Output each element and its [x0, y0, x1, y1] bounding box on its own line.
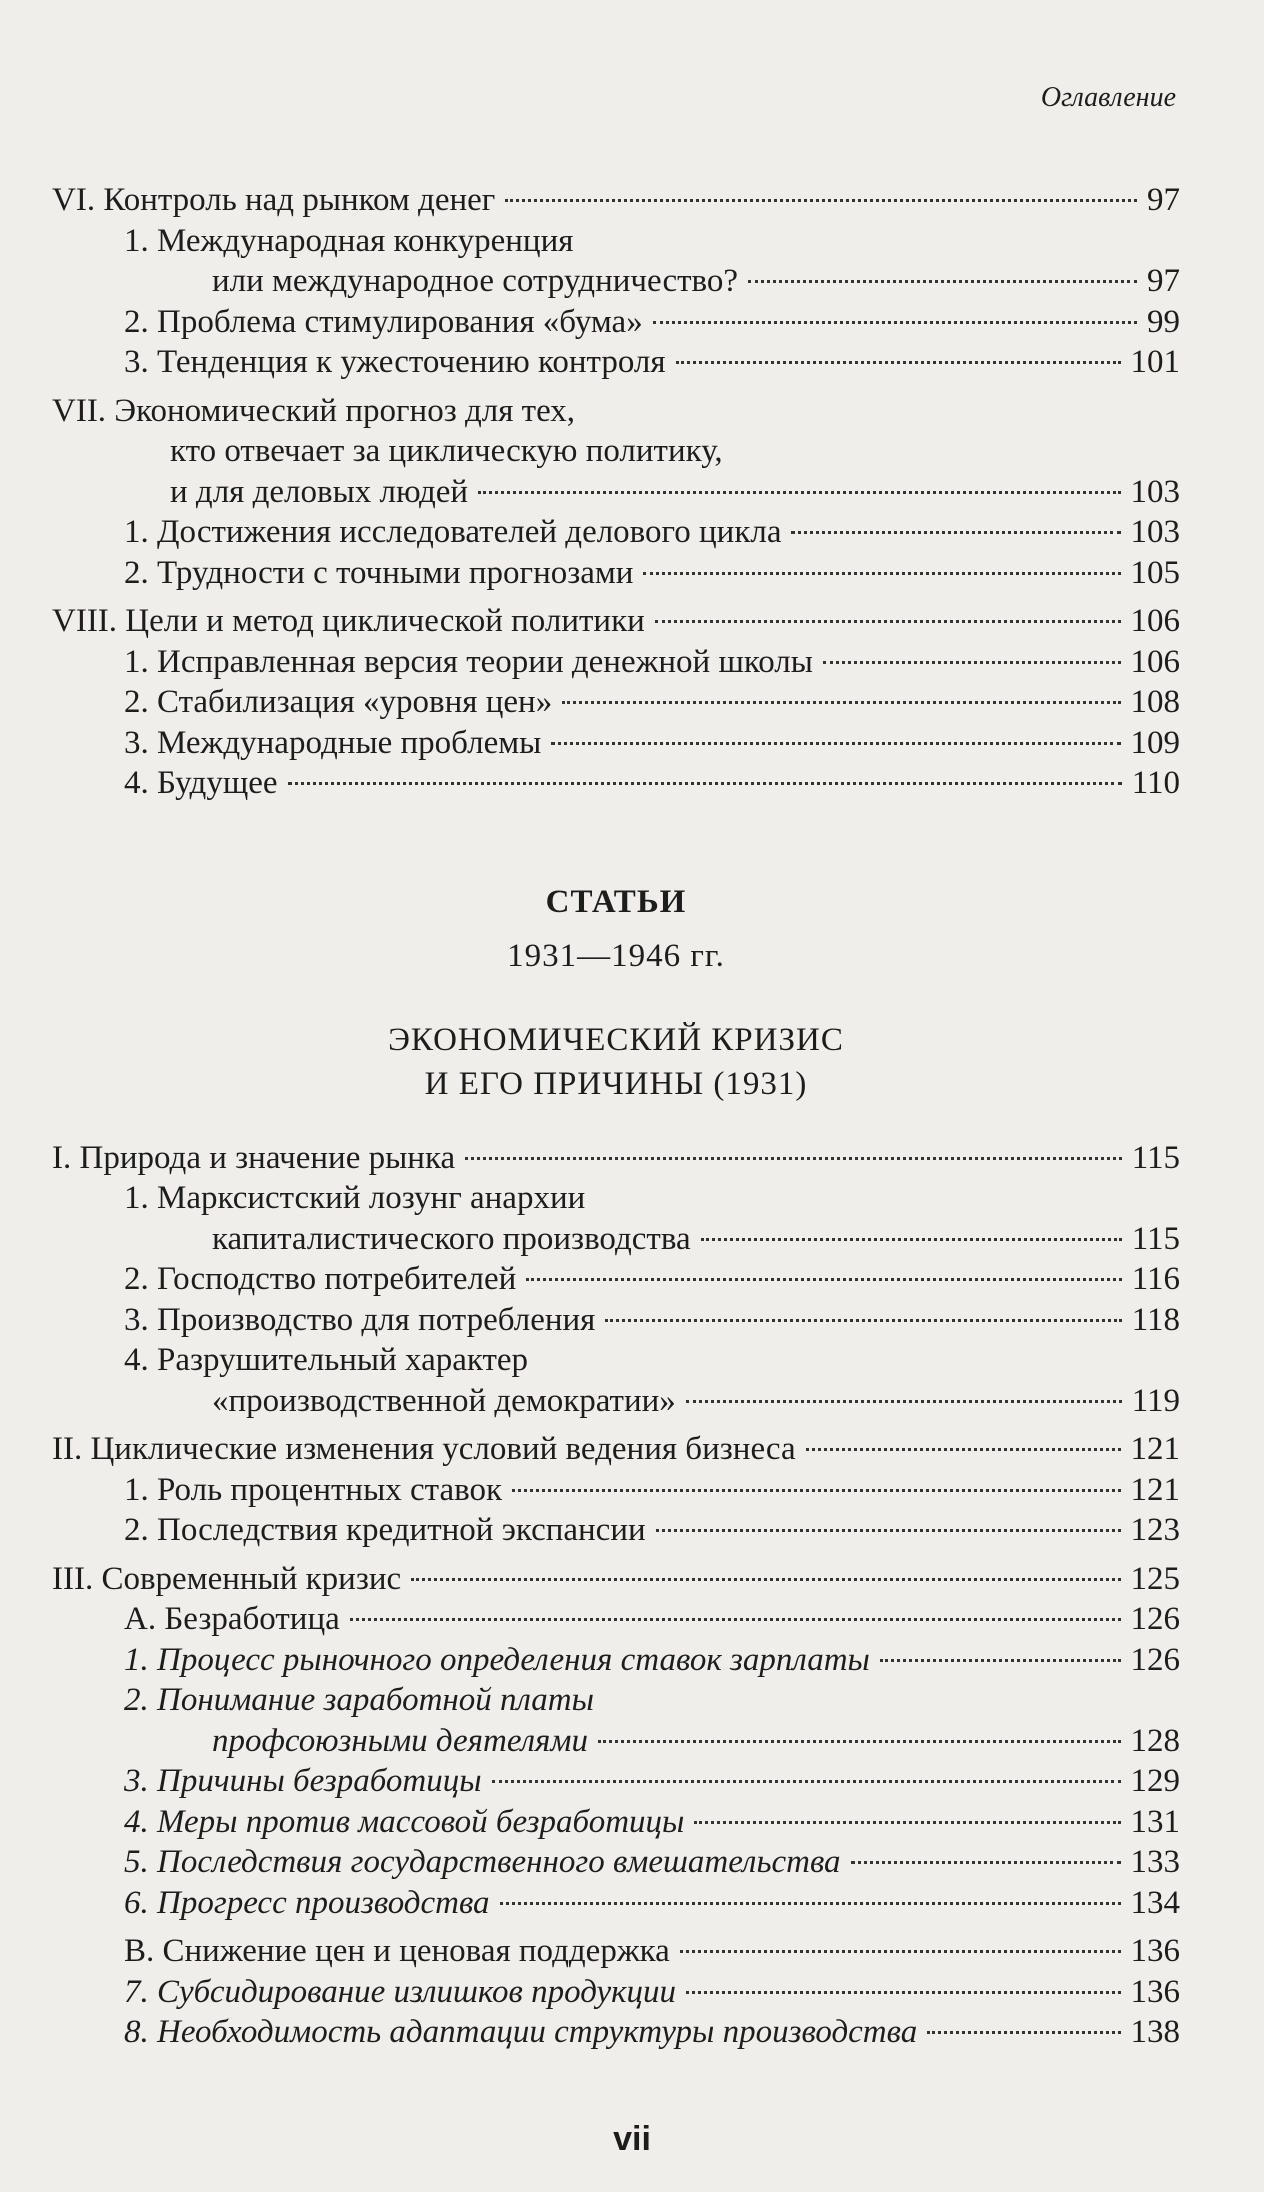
dot-leader: [694, 1821, 1120, 1824]
toc-entry-title: или международное сотрудничество?: [212, 263, 739, 299]
toc-entry-title: VI. Контроль над рынком денег: [52, 182, 496, 218]
toc-entry-title: капиталистического производства: [212, 1220, 691, 1257]
toc-entry-page: 123: [1130, 1512, 1180, 1548]
toc-entry-page: 128: [1130, 1722, 1180, 1759]
toc-entry-page: 106: [1130, 643, 1180, 680]
toc-entry-page: 138: [1130, 2014, 1180, 2050]
toc-entry-page: 119: [1131, 1382, 1180, 1419]
toc-entry-page: 126: [1130, 1641, 1180, 1678]
dot-leader: [656, 1529, 1121, 1532]
dot-leader: [823, 661, 1121, 664]
toc-block-1: [52, 180, 1180, 804]
toc-entry-title: 8. Необходимость адаптации структуры производства: [124, 2014, 918, 2050]
dot-leader: [880, 1659, 1121, 1662]
toc-entry-title: 1. Роль процентных ставок: [124, 1471, 503, 1508]
toc-entry-title: VII. Экономический прогноз для тех,: [52, 392, 576, 429]
toc-entry: [52, 180, 1180, 221]
toc-entry-page: 115: [1131, 1220, 1180, 1257]
table-of-contents: [52, 180, 1180, 2053]
toc-entry-title: «производственной демократии»: [212, 1382, 676, 1419]
toc-entry: [52, 1972, 1180, 2013]
toc-entry-title: 1. Процесс рыночного определения ставок зарплаты: [124, 1641, 870, 1678]
toc-entry: [52, 1680, 1180, 1721]
toc-entry: [52, 472, 1180, 513]
toc-entry: [52, 261, 1180, 302]
toc-entry-page: 136: [1130, 1973, 1180, 2010]
toc-entry: [52, 1381, 1180, 1422]
toc-entry-title: кто отвечает за циклическую политику,: [170, 433, 723, 469]
toc-entry: [52, 553, 1180, 594]
toc-entry-title: и для деловых людей: [170, 473, 469, 510]
toc-entry-page: 97: [1147, 263, 1180, 299]
toc-entry: [52, 1429, 1180, 1470]
toc-entry-title: профсоюзными деятелями: [212, 1722, 588, 1759]
toc-entry-title: B. Снижение цен и ценовая поддержка: [124, 1933, 670, 1969]
toc-entry: [52, 1219, 1180, 1260]
toc-entry: [52, 1178, 1180, 1219]
toc-entry-page: 108: [1130, 684, 1180, 720]
dot-leader: [791, 531, 1120, 534]
toc-entry: [52, 763, 1180, 804]
toc-entry-page: 126: [1130, 1601, 1180, 1637]
dot-leader: [551, 742, 1120, 745]
running-head: Оглавление: [1040, 82, 1176, 113]
toc-entry-page: 133: [1130, 1844, 1180, 1880]
dot-leader: [492, 1780, 1121, 1783]
toc-entry-page: 118: [1131, 1301, 1180, 1338]
article-title-line-1: ЭКОНОМИЧЕСКИЙ КРИЗИС: [388, 1021, 844, 1058]
toc-entry: [52, 221, 1180, 262]
toc-entry-title: 3. Тенденция к ужесточению контроля: [124, 344, 666, 380]
toc-entry: [52, 1300, 1180, 1341]
toc-entry: [52, 431, 1180, 472]
toc-entry-title: 3. Международные проблемы: [124, 724, 542, 761]
toc-entry-page: 109: [1130, 724, 1180, 761]
toc-entry-title: II. Циклические изменения условий ведения бизнеса: [52, 1431, 796, 1467]
toc-entry-title: 2. Стабилизация «уровня цен»: [124, 684, 553, 720]
toc-entry: [52, 601, 1180, 642]
toc-entry-page: 99: [1147, 303, 1180, 340]
toc-entry-title: 1. Международная конкуренция: [124, 222, 574, 259]
dot-leader: [505, 199, 1137, 202]
toc-entry-page: 121: [1130, 1431, 1180, 1467]
toc-entry: [52, 1470, 1180, 1511]
dot-leader: [655, 620, 1121, 623]
toc-entry-title: 2. Последствия кредитной экспансии: [124, 1512, 646, 1548]
dot-leader: [806, 1448, 1121, 1451]
dot-leader: [526, 1278, 1121, 1281]
dot-leader: [851, 1861, 1121, 1864]
toc-entry-title: 4. Меры против массовой безработицы: [124, 1803, 685, 1840]
dot-leader: [350, 1618, 1121, 1621]
toc-entry-title: VIII. Цели и метод циклической политики: [52, 603, 645, 639]
toc-entry: [52, 1931, 1180, 1972]
toc-entry-title: 1. Достижения исследователей делового цикла: [124, 514, 782, 550]
toc-entry: [52, 512, 1180, 553]
toc-entry: [52, 1883, 1180, 1924]
dot-leader: [686, 1991, 1120, 1994]
toc-entry: [52, 1640, 1180, 1681]
toc-entry-page: 110: [1131, 765, 1180, 801]
toc-entry: [52, 302, 1180, 343]
toc-entry-title: 2. Понимание заработной платы: [124, 1682, 594, 1718]
dot-leader: [701, 1238, 1122, 1241]
toc-entry: [52, 1559, 1180, 1600]
toc-entry-title: 7. Субсидирование излишков продукции: [124, 1973, 677, 2010]
toc-entry-title: 1. Марксистский лозунг анархии: [124, 1180, 586, 1216]
toc-entry-page: 131: [1130, 1803, 1180, 1840]
toc-entry: [52, 1259, 1180, 1300]
toc-entry-page: 105: [1130, 554, 1180, 591]
dot-leader: [411, 1578, 1120, 1581]
dot-leader: [676, 361, 1121, 364]
dot-leader: [465, 1157, 1122, 1160]
toc-entry: [52, 391, 1180, 432]
toc-entry: [52, 682, 1180, 723]
toc-entry-page: 136: [1130, 1933, 1180, 1969]
dot-leader: [748, 280, 1137, 283]
toc-entry-page: 125: [1130, 1560, 1180, 1597]
dot-leader: [500, 1902, 1121, 1905]
dot-leader: [927, 2031, 1120, 2034]
toc-entry: [52, 2012, 1180, 2053]
toc-entry: [52, 642, 1180, 683]
dot-leader: [478, 491, 1120, 494]
dot-leader: [653, 321, 1137, 324]
toc-entry-page: 103: [1130, 514, 1180, 550]
toc-entry-page: 106: [1130, 603, 1180, 639]
page-number: vii: [613, 2120, 651, 2158]
toc-entry-title: A. Безработица: [124, 1601, 340, 1637]
toc-entry: [52, 723, 1180, 764]
toc-entry-title: 3. Производство для потребления: [124, 1301, 596, 1338]
toc-entry: [52, 1761, 1180, 1802]
toc-entry-title: 4. Будущее: [124, 765, 278, 801]
toc-entry: [52, 1721, 1180, 1762]
toc-entry-page: 115: [1131, 1139, 1180, 1176]
dot-leader: [598, 1740, 1121, 1743]
toc-entry: [52, 1138, 1180, 1179]
toc-entry-page: 101: [1130, 344, 1180, 380]
dot-leader: [680, 1950, 1121, 1953]
dot-leader: [686, 1400, 1122, 1403]
toc-entry-title: 2. Проблема стимулирования «бума»: [124, 303, 643, 340]
toc-entry-title: 5. Последствия государственного вмешательства: [124, 1844, 841, 1880]
toc-entry-page: 97: [1147, 182, 1180, 218]
dot-leader: [562, 701, 1120, 704]
toc-entry-title: 2. Трудности с точными прогнозами: [124, 554, 634, 591]
toc-entry: [52, 1599, 1180, 1640]
toc-entry-page: 129: [1130, 1763, 1180, 1799]
dot-leader: [288, 782, 1122, 785]
toc-entry-title: III. Современный кризис: [52, 1560, 402, 1597]
article-title-line-2: И ЕГО ПРИЧИНЫ (1931): [424, 1065, 808, 1102]
toc-entry-title: 2. Господство потребителей: [124, 1261, 517, 1297]
toc-entry: [52, 1842, 1180, 1883]
dot-leader: [512, 1489, 1120, 1492]
toc-entry: [52, 342, 1180, 383]
toc-entry-page: 134: [1130, 1884, 1180, 1921]
dot-leader: [643, 572, 1120, 575]
toc-entry: [52, 1340, 1180, 1381]
toc-entry-page: 121: [1130, 1471, 1180, 1508]
dot-leader: [605, 1319, 1121, 1322]
toc-entry-title: 3. Причины безработицы: [124, 1763, 482, 1799]
toc-entry-title: I. Природа и значение рынка: [52, 1139, 456, 1176]
toc-entry-title: 1. Исправленная версия теории денежной школы: [124, 643, 813, 680]
toc-entry: [52, 1510, 1180, 1551]
toc-block-2: [52, 1138, 1180, 2053]
toc-entry-title: 4. Разрушительный характер: [124, 1342, 529, 1378]
toc-entry: [52, 1802, 1180, 1843]
toc-entry-page: 116: [1131, 1261, 1180, 1297]
toc-entry-page: 103: [1130, 473, 1180, 510]
section-title: СТАТЬИ: [545, 883, 687, 920]
toc-entry-title: 6. Прогресс производства: [124, 1884, 490, 1921]
section-years: 1931—1946 гг.: [507, 937, 725, 974]
